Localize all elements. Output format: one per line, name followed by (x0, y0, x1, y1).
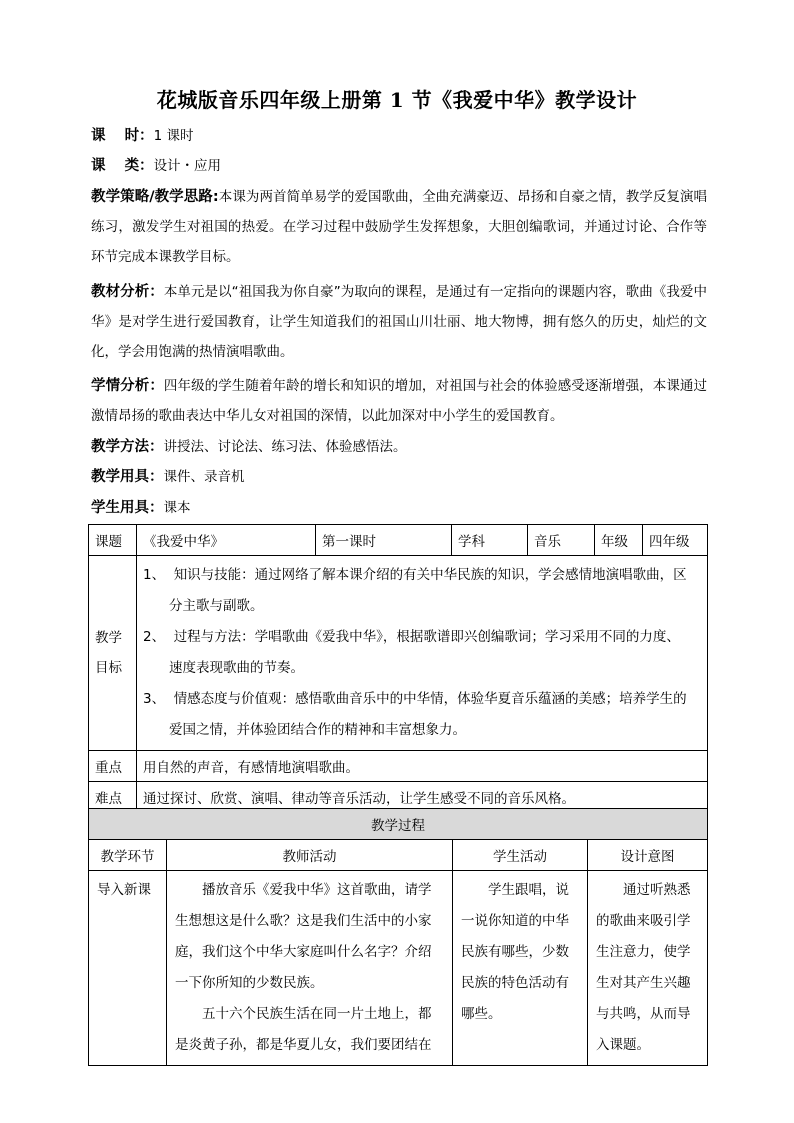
teacher-activity-header: 教师活动 (167, 840, 453, 871)
material-text: 本单元是以“祖国我为你自豪”为取向的课程，是通过有一定指向的课题内容，歌曲《我爱中华》是对学生进行爱国教育，让学生知道我们的祖国山川壮丽、地大物博，拥有悠久的历史，灿烂的文化，学会用饱满的热情演唱歌曲。 (91, 284, 707, 360)
teacher-tools-label: 教学用具： (91, 469, 164, 485)
goals-row (89, 556, 708, 751)
material-label: 教材分析： (91, 284, 164, 300)
teacher-tools (91, 462, 707, 492)
lesson-header-row (89, 525, 708, 556)
strategy-label: 教学策略/教学思路: (91, 189, 219, 205)
difficulty-label: 难点 (89, 782, 137, 813)
process-row-intro (89, 871, 708, 1066)
student-activity-header: 学生活动 (453, 840, 588, 871)
design-intent-cell: 通过听熟悉的歌曲来吸引学生注意力，使学生对其产生兴趣与共鸣，从而导入课题。 (588, 871, 708, 1066)
grade-value: 四年级 (643, 525, 708, 556)
students-label: 学情分析： (91, 378, 164, 394)
grade-label: 年级 (595, 525, 643, 556)
key-point-text: 用自然的声音，有感情地演唱歌曲。 (137, 751, 708, 782)
key-point-row (89, 751, 708, 782)
class-type-line (91, 151, 707, 181)
goal-item: 1、 知识与技能：通过网络了解本课介绍的有关中华民族的知识，学会感情地演唱歌曲，区 (143, 567, 687, 583)
student-tools-label: 学生用具： (91, 500, 164, 516)
teacher-tools-text: 课件、录音机 (163, 469, 245, 485)
goals-content: 1、 知识与技能：通过网络了解本课介绍的有关中华民族的知识，学会感情地演唱歌曲，区 分主歌与副歌。 2、 过程与方法：学唱歌曲《爱我中华》，根据歌谱即兴创编歌词；学习采用不同的力度、 速度表现歌曲的节奏。 3、 情感态度与价值观：感悟歌曲音乐中的中华情，体验华夏音乐蕴涵的美感；培养学生的 爱国之情，并体验团结合作的精神和丰富想象力。 (137, 556, 708, 751)
design-intent-header: 设计意图 (588, 840, 708, 871)
subject-label: 学科 (452, 525, 528, 556)
methods-text: 讲授法、讨论法、练习法、体验感悟法。 (163, 439, 407, 455)
goal-item: 2、 过程与方法：学唱歌曲《爱我中华》，根据歌谱即兴创编歌词；学习采用不同的力度、 (143, 629, 680, 645)
students-text: 四年级的学生随着年龄的增长和知识的增加，对祖国与社会的体验感受逐渐增强，本课通过激情昂扬的歌曲表达中华儿女对祖国的深情，以此加深对中小学生的爱国教育。 (91, 378, 708, 424)
class-type-label: 课 类： (91, 158, 154, 174)
methods-label: 教学方法： (91, 439, 164, 455)
teaching-strategy (91, 182, 707, 272)
material-analysis (91, 277, 707, 367)
stage-cell: 导入新课 (89, 871, 167, 1066)
student-tools (91, 493, 707, 523)
goals-label: 教学 目标 (89, 556, 137, 751)
topic-label: 课题 (89, 525, 137, 556)
topic-value: 《我爱中华》 (137, 525, 316, 556)
stage-header: 教学环节 (89, 840, 167, 871)
process-header-row (89, 840, 708, 871)
period-value: 第一课时 (316, 525, 452, 556)
teaching-methods (91, 432, 707, 462)
process-title: 教学过程 (89, 809, 708, 840)
goal-item: 3、 情感态度与价值观：感悟歌曲音乐中的中华情，体验华夏音乐蕴涵的美感；培养学生的 (143, 691, 687, 707)
class-hours-line (91, 121, 707, 151)
subject-value: 音乐 (528, 525, 595, 556)
document-title: 花城版音乐四年级上册第 1 节《我爱中华》教学设计 (156, 88, 638, 112)
teaching-process-table (88, 808, 708, 1066)
class-hours-label: 课 时： (91, 128, 154, 144)
student-activity-cell: 学生跟唱，说一说你知道的中华民族有哪些，少数民族的特色活动有哪些。 (453, 871, 588, 1066)
class-type-value: 设计・应用 (153, 158, 222, 174)
teacher-activity-cell: 播放音乐《爱我中华》这首歌曲，请学生想想这是什么歌？这是我们生活中的小家庭，我们这个中华大家庭叫什么名字？介绍一下你所知的少数民族。 五十六个民族生活在同一片土地上，都是炎黄子孙，都是华夏儿女，我们要团结在 (167, 871, 453, 1066)
student-analysis (91, 371, 707, 431)
lesson-info-table (88, 524, 708, 813)
student-tools-text: 课本 (163, 500, 191, 516)
key-point-label: 重点 (89, 751, 137, 782)
strategy-text: 本课为两首简单易学的爱国歌曲，全曲充满豪迈、昂扬和自豪之情，教学反复演唱练习，激发学生对祖国的热爱。在学习过程中鼓励学生发挥想象，大胆创编歌词，并通过讨论、合作等环节完成本课教学目标。 (91, 189, 708, 265)
difficulty-text: 通过探讨、欣赏、演唱、律动等音乐活动，让学生感受不同的音乐风格。 (137, 782, 708, 813)
class-hours-value: 1 课时 (153, 128, 194, 144)
